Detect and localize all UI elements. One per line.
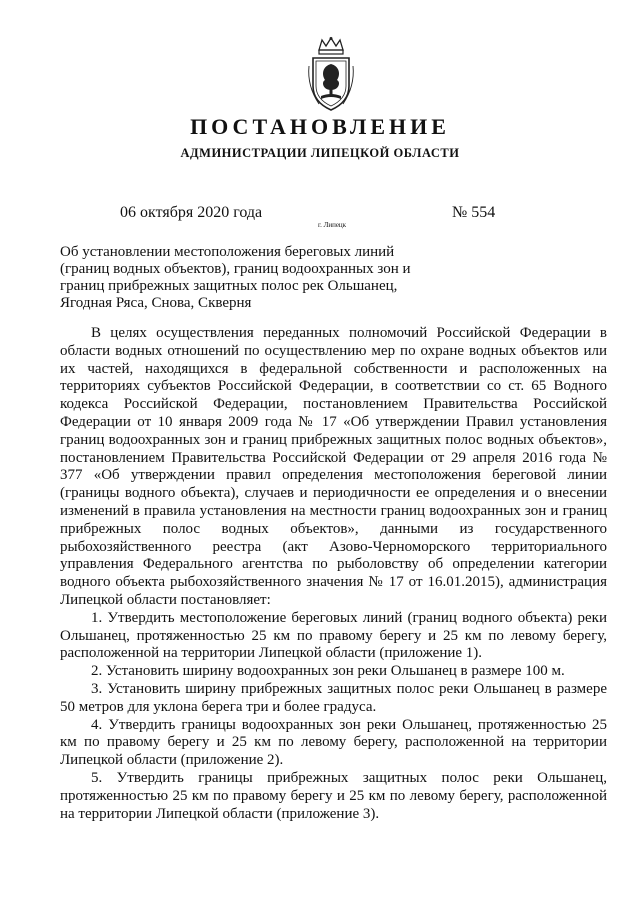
document-title: ПОСТАНОВЛЕНИЕ [190, 114, 450, 139]
preamble-paragraph: В целях осуществления переданных полномочий Российской Федерации в области водных отношений по осуществлению мер по охране водных объектов или их частей, находящихся в федеральной собственности и расположенных на территориях субъектов Российской Федерации, в соответствии со ст. 65 Водного кодекса Российской Федерации, постановлением Правительства Российской Федерации от 10 января 2009 года № 17 «Об утверждении Правил установления границ водоохранных зон и границ прибрежных защитных полос водных объектов», постановлением Правительства Российской Федерации от 29 апреля 2016 года № 377 «Об утверждении правил определения местоположения береговой линии (границы водного объекта), случаев и периодичности ее определения и о внесении изменений в правила установления на местности границ водоохранных зон и границ прибрежных полос водных объектов», данными из государственного рыбохозяйственного реестра (акт Азово-Черноморского территориального управления Федерального агентства по рыболовству об определении категории водного объекта рыбохозяйственного значения № 17 от 16.01.2015), администрация Липецкой области постановляет: [60, 325, 607, 608]
coat-of-arms-icon [305, 36, 357, 112]
clause-paragraph: 1. Утвердить местоположение береговых линий (границ водного объекта) реки Ольшанец, протяженностью 25 км по правому берегу и 25 км по левому берегу, расположенной на территории Липецкой области (приложение 1). [60, 609, 607, 662]
document-body [60, 325, 607, 823]
clause-paragraph: 2. Установить ширину водоохранных зон реки Ольшанец в размере 100 м. [91, 663, 565, 680]
document-heading: Об установлении местоположения береговых линий (границ водных объектов), границ водоохранных зон и границ прибрежных защитных полос рек Ольшанец, Ягодная Ряса, Снова, Скверня [60, 244, 411, 311]
document-number: № 554 [452, 204, 496, 221]
clause-paragraph: 5. Утвердить границы прибрежных защитных полос реки Ольшанец, протяженностью 25 км по правому берегу и 25 км по левому берегу, расположенной на территории Липецкой области (приложение 3). [60, 769, 607, 822]
document-city: г. Липецк [318, 221, 347, 229]
document-date: 06 октября 2020 года [120, 204, 263, 221]
document-subtitle: АДМИНИСТРАЦИИ ЛИПЕЦКОЙ ОБЛАСТИ [180, 146, 460, 160]
clause-paragraph: 3. Установить ширину прибрежных защитных полос реки Ольшанец в размере 50 метров для уклона берега три и более градуса. [60, 680, 607, 715]
clause-paragraph: 4. Утвердить границы водоохранных зон реки Ольшанец, протяженностью 25 км по правому берегу и 25 км по левому берегу, расположенной на территории Липецкой области (приложение 2). [60, 716, 607, 769]
